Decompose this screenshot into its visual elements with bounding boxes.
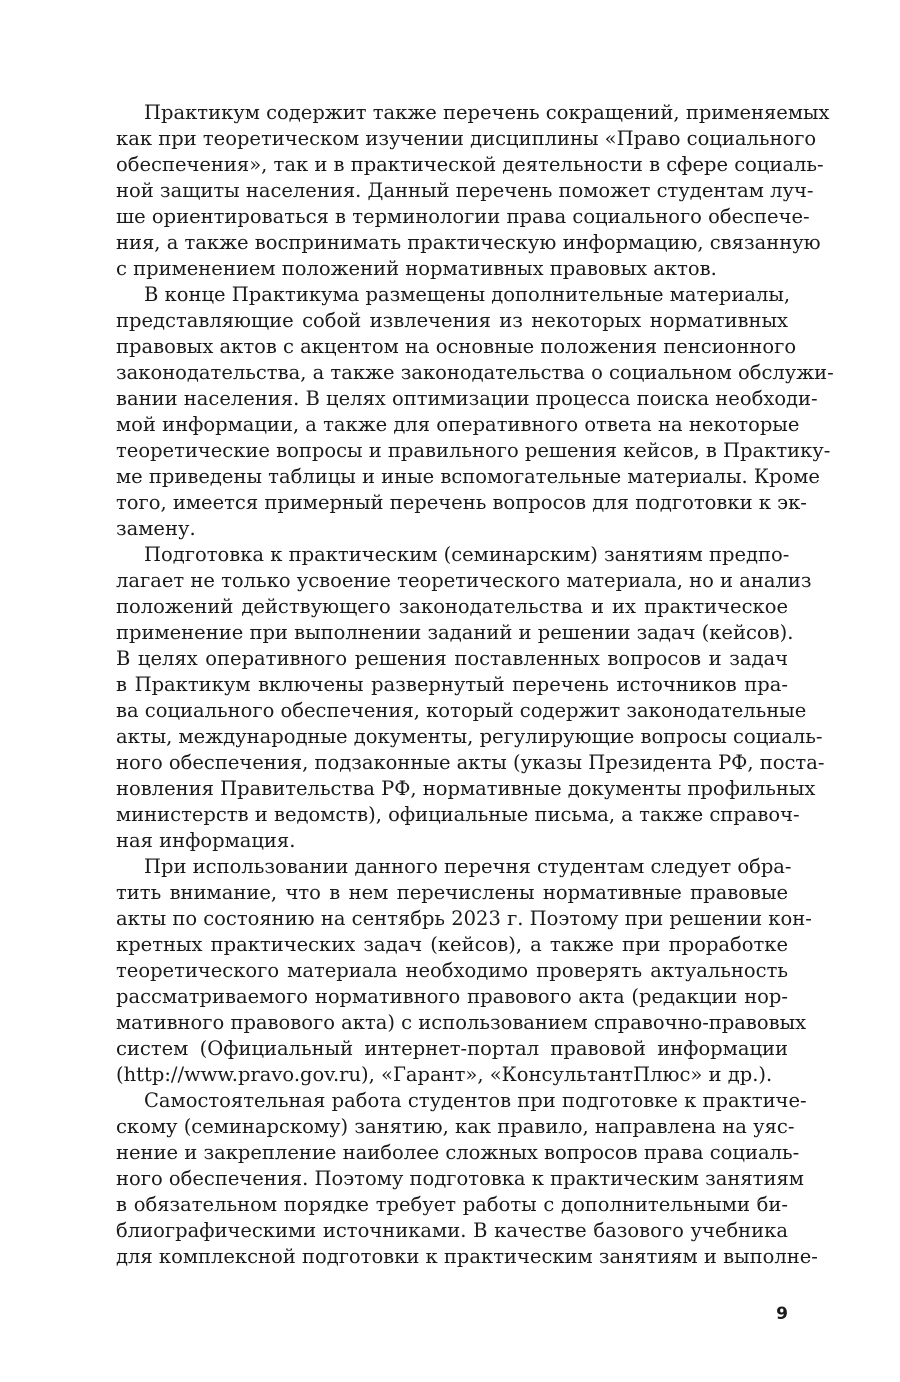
paragraph (116, 282, 834, 542)
text-line: теоретического материала необходимо проверять актуальность (116, 959, 788, 982)
text-line: в обязательном порядке требует работы с дополнительными би- (116, 1193, 788, 1216)
text-line: ная информация. (116, 829, 296, 852)
body-text (116, 100, 834, 1270)
text-line: теоретические вопросы и правильного решения кейсов, в Практику- (116, 439, 831, 462)
text-line: обеспечения», так и в практической деятельности в сфере социаль- (116, 153, 824, 176)
text-line: В конце Практикума размещены дополнительные материалы, (144, 283, 791, 306)
text-line: блиографическими источниками. В качестве базового учебника (116, 1219, 788, 1242)
text-line: представляющие собой извлечения из некоторых нормативных (116, 309, 788, 332)
text-line: ного обеспечения. Поэтому подготовка к практическим занятиям (116, 1167, 804, 1190)
text-line: нение и закрепление наиболее сложных вопросов права социаль- (116, 1141, 800, 1164)
text-line: положений действующего законодательства и их практическое (116, 595, 788, 618)
page-number: 9 (776, 1304, 788, 1324)
text-line: для комплексной подготовки к практическим занятиям и выполне- (116, 1245, 818, 1268)
text-line: Практикум содержит также перечень сокращений, применяемых (144, 101, 830, 124)
text-line: замену. (116, 517, 196, 540)
text-line: рассматриваемого нормативного правового акта (редакции нор- (116, 985, 788, 1008)
text-line: (http://www.pravo.gov.ru), «Гарант», «КонсультантПлюс» и др.). (116, 1063, 773, 1086)
text-line: новления Правительства РФ, нормативные документы профильных (116, 777, 816, 800)
text-line: акты, международные документы, регулирующие вопросы социаль- (116, 725, 823, 748)
paragraph (116, 854, 812, 1088)
text-line: В целях оперативного решения поставленных вопросов и задач (116, 647, 788, 670)
text-line: мой информации, а также для оперативного ответа на некоторые (116, 413, 800, 436)
text-line: Самостоятельная работа студентов при подготовке к практиче- (144, 1089, 807, 1112)
text-line: ме приведены таблицы и иные вспомогательные материалы. Кроме (116, 465, 820, 488)
paragraph (116, 1088, 818, 1270)
text-line: вании населения. В целях оптимизации процесса поиска необходи- (116, 387, 818, 410)
text-line: как при теоретическом изучении дисциплины «Право социального (116, 127, 817, 150)
paragraph (116, 542, 825, 854)
text-line: ния, а также воспринимать практическую информацию, связанную (116, 231, 821, 254)
text-line: правовых актов с акцентом на основные положения пенсионного (116, 335, 797, 358)
text-line: ной защиты населения. Данный перечень поможет студентам луч- (116, 179, 814, 202)
text-line: ного обеспечения, подзаконные акты (указы Президента РФ, поста- (116, 751, 825, 774)
text-line: лагает не только усвоение теоретического материала, но и анализ (116, 569, 812, 592)
text-line: законодательства, а также законодательства о социальном обслужи- (116, 361, 834, 384)
text-line: мативного правового акта) с использованием справочно-правовых (116, 1011, 807, 1034)
text-line: акты по состоянию на сентябрь 2023 г. Поэтому при решении кон- (116, 907, 812, 930)
text-line: того, имеется примерный перечень вопросов для подготовки к эк- (116, 491, 807, 514)
text-line: тить внимание, что в нем перечислены нормативные правовые (116, 881, 788, 904)
text-line: ше ориентироваться в терминологии права социального обеспече- (116, 205, 810, 228)
text-line: кретных практических задач (кейсов), а также при проработке (116, 933, 788, 956)
text-line: При использовании данного перечня студентам следует обра- (144, 855, 792, 878)
text-line: систем (Официальный интернет-портал правовой информации (116, 1037, 788, 1060)
text-line: Подготовка к практическим (семинарским) занятиям предпо- (144, 543, 790, 566)
text-line: применение при выполнении заданий и решении задач (кейсов). (116, 621, 794, 644)
paragraph (116, 100, 830, 282)
text-line: скому (семинарскому) занятию, как правило, направлена на уяс- (116, 1115, 795, 1138)
text-line: министерств и ведомств), официальные письма, а также справоч- (116, 803, 800, 826)
text-line: в Практикум включены развернутый перечень источников пра- (116, 673, 788, 696)
text-line: с применением положений нормативных правовых актов. (116, 257, 717, 280)
text-line: ва социального обеспечения, который содержит законодательные (116, 699, 807, 722)
